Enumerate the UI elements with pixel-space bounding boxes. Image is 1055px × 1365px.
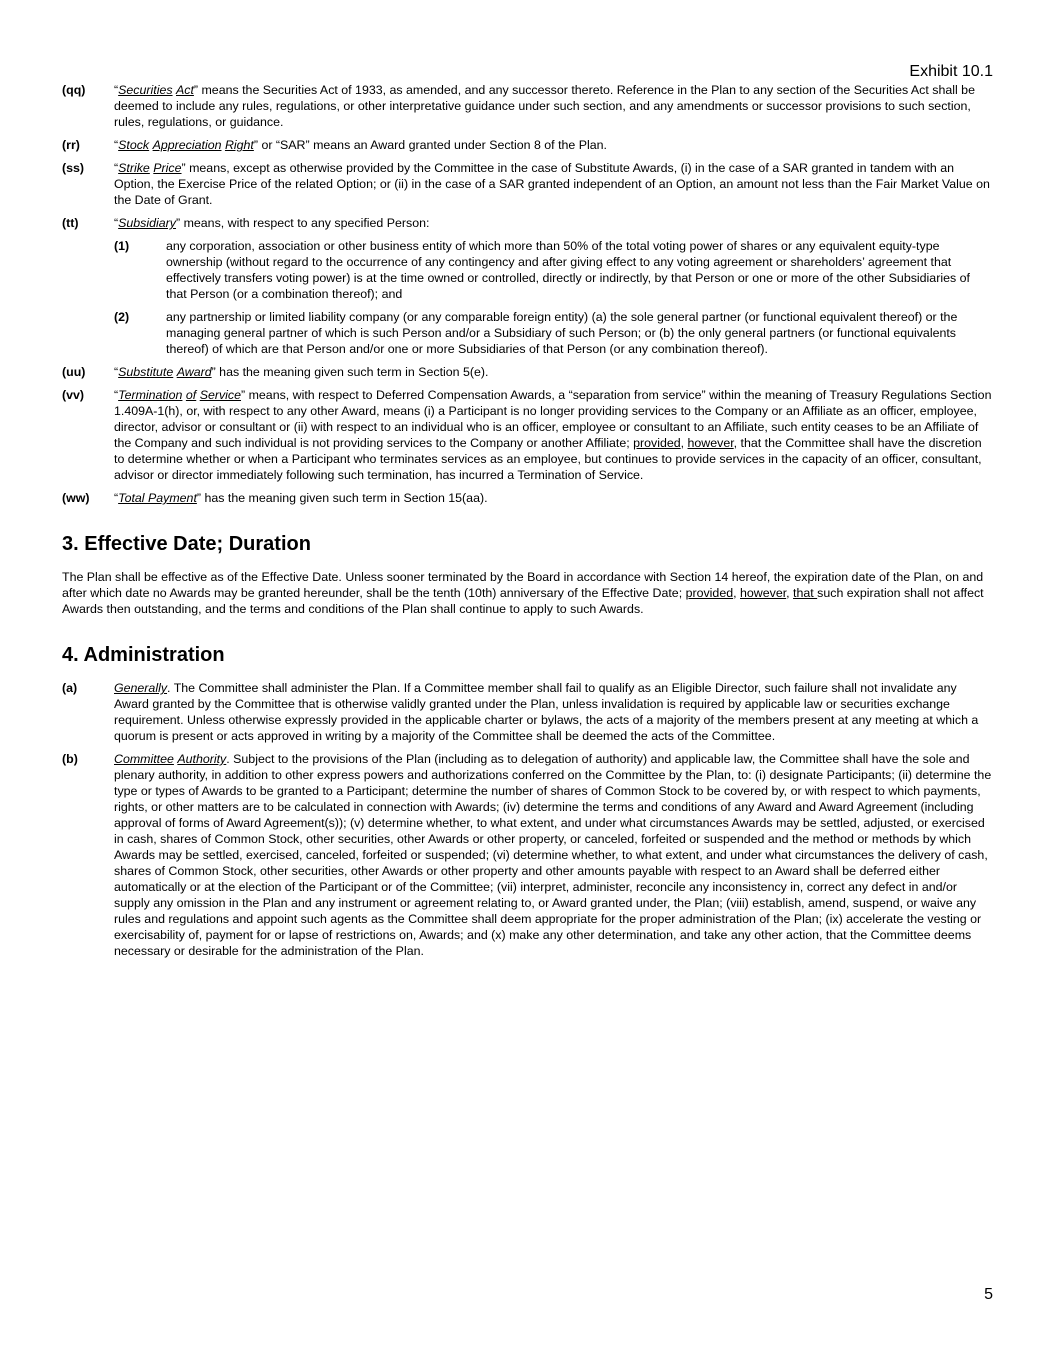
term: Right bbox=[224, 138, 254, 152]
definition-label: (rr) bbox=[62, 138, 80, 152]
page-number: 5 bbox=[984, 1286, 993, 1303]
section-4-item-b bbox=[62, 751, 994, 959]
sub-item-text: any corporation, association or other business entity of which more than 50% of the total voting power of shares or any equivalent equity-type ownership (without regard to the occurrence of any contingency and after giving effect to any voting agreement or shareholders’ agreement that effectively transfers voting power) is at the time owned or controlled, directly or indirectly, by that Person or one or more of the other Subsidiaries of that Person (or a combination thereof); and bbox=[166, 239, 970, 301]
term: Price bbox=[153, 161, 182, 175]
term: Securities bbox=[118, 83, 173, 97]
term: Total Payment bbox=[118, 491, 197, 505]
term: Substitute bbox=[118, 365, 174, 379]
sub-item-2 bbox=[114, 309, 994, 357]
definition-uu bbox=[62, 364, 994, 380]
term: Generally bbox=[114, 681, 168, 695]
definition-text: “Total Payment” has the meaning given such term in Section 15(aa). bbox=[114, 491, 488, 505]
item-text: Committee Authority. Subject to the provisions of the Plan (including as to delegation of authority) and applicable law, the Committee shall have the sole and plenary authority, in addition to other express powers and authorizations conferred on the Committee by the Plan, to: (i) designate Participants; (ii) determine the type or types of Awards to be granted to a Participant; determine the number of shares of Common Stock to be covered by, or with respect to which payments, rights, or other matters are to be calculated in connection with Awards; (iv) determine the terms and conditions of any Award and Award Agreement (including approval of forms of Award Agreement(s)); (v) determine whether, to what extent, and under what circumstances Awards may be settled, adjusted, or exercised in cash, shares of Common Stock, other securities, other Awards or other property, or canceled, forfeited or suspended and the method or methods by which Awards may be settled, exercised, canceled, forfeited or suspended; (vi) determine whether, to what extent, and under what circumstances the delivery of cash, shares of Common Stock, other securities, other Awards or other property and other amounts payable with respect to an Award shall be deferred either automatically or at the election of the Participant or of the Committee; (vii) interpret, administer, reconcile any inconsistency in, correct any defect in and/or supply any omission in the Plan and any instrument or agreement relating to, or Award granted under, the Plan; (viii) establish, amend, suspend, or waive any rules and regulations and appoint such agents as the Committee shall deem appropriate for the proper administration of the Plan; (ix) accelerate the vesting or exercisability of, payment for or lapse of restrictions on, Awards; and (x) make any other determination, and take any other action, that the Committee deems necessary or desirable for the administration of the Plan. bbox=[114, 752, 992, 958]
term: Termination bbox=[118, 388, 183, 402]
term: Service bbox=[199, 388, 242, 402]
term: Appreciation bbox=[152, 138, 222, 152]
term: Act bbox=[176, 83, 194, 97]
term: Authority bbox=[177, 752, 227, 766]
definition-text: “Substitute Award” has the meaning given such term in Section 5(e). bbox=[114, 365, 489, 379]
definition-text: “Stock Appreciation Right” or “SAR” means an Award granted under Section 8 of the Plan. bbox=[114, 138, 607, 152]
exhibit-label: Exhibit 10.1 bbox=[909, 63, 993, 80]
term: Award bbox=[176, 365, 212, 379]
definition-vv bbox=[62, 387, 994, 483]
section-3-paragraph: The Plan shall be effective as of the Effective Date. Unless sooner terminated by the Board in accordance with Section 14 hereof, the expiration date of the Plan, on and after which date no Awards may be granted hereunder, shall be the tenth (10th) anniversary of the Effective Date; provided, however, that such expiration shall not affect Awards then outstanding, and the terms and conditions of the Plan shall continue to apply to such Awards. bbox=[62, 570, 984, 616]
sub-item-1 bbox=[114, 238, 994, 302]
sub-item-label: (1) bbox=[114, 239, 130, 253]
term: of bbox=[185, 388, 197, 402]
definition-ww bbox=[62, 490, 994, 506]
definition-text: “Termination of Service” means, with respect to Deferred Compensation Awards, a “separation from service” within the meaning of Treasury Regulations Section 1.409A-1(h), or, with respect to any other Award, means (i) a Participant is no longer providing services to the Company or an Affiliate as an officer, employee, director, advisor or consultant or (ii) with respect to an individual who is an officer, employee or consultant to an Affiliate, such entity ceases to be an Affiliate of the Company and such individual is not providing services to the Company or another Affiliate; provided, however, that the Committee shall have the discretion to determine whether or when a Participant who terminates services as an employee, but continues to provide services in the capacity of an officer, consultant, advisor or director immediately following such termination, has incurred a Termination of Service. bbox=[114, 388, 992, 482]
section-4-heading: 4. Administration bbox=[62, 644, 225, 666]
definition-qq bbox=[62, 82, 994, 130]
document-body bbox=[62, 82, 994, 966]
section-3-heading: 3. Effective Date; Duration bbox=[62, 533, 311, 555]
term: Subsidiary bbox=[118, 216, 176, 230]
definition-text: “Securities Act” means the Securities Act of 1933, as amended, and any successor thereto. Reference in the Plan to any section of the Securities Act shall be deemed to include any rules, regulations, or other interpretative guidance under such section, and any amendments or successor provisions to such section, rules, regulations, or guidance. bbox=[114, 83, 975, 129]
definition-label: (ww) bbox=[62, 491, 90, 505]
sub-item-text: any partnership or limited liability company (or any comparable foreign entity) (a) the sole general partner (or functional equivalent thereof) or the managing general partner of which is such Person and/or a Subsidiary of such Person; or (b) the only general partners (or functional equivalents thereof) of which are that Person and/or one or more Subsidiaries of that Person (or any combination thereof). bbox=[166, 310, 958, 356]
sub-item-label: (2) bbox=[114, 310, 130, 324]
term: Strike bbox=[118, 161, 150, 175]
section-4-item-a bbox=[62, 680, 994, 744]
definition-tt bbox=[62, 215, 994, 357]
definition-label: (vv) bbox=[62, 388, 85, 402]
definition-label: (ss) bbox=[62, 161, 85, 175]
term: Committee bbox=[114, 752, 174, 766]
term: Stock bbox=[118, 138, 150, 152]
definition-text: “Subsidiary” means, with respect to any specified Person: (1) any corporation, association or other business entity of which more than 50% of the total voting power of shares or any equivalent equity-type ownership (without regard to the occurrence of any contingency and after giving effect to any voting agreement or shareholders’ agreement that effectively transfers voting power) is at the time owned or controlled, directly or indirectly, by that Person or one or more of the other Subsidiaries of that Person (or a combination thereof); and (2) any partnership or limited liability company (or any comparable foreign entity) (a) the sole general partner (or functional equivalent thereof) or the managing general partner of which is such Person and/or a Subsidiary of such Person; or (b) the only general partners (or functional equivalents thereof) of which are that Person and/or one or more Subsidiaries of that Person (or any combination thereof). bbox=[114, 215, 994, 357]
definition-label: (uu) bbox=[62, 365, 86, 379]
definition-ss bbox=[62, 160, 994, 208]
definition-label: (tt) bbox=[62, 216, 79, 230]
item-text: Generally. The Committee shall administer the Plan. If a Committee member shall fail to qualify as an Eligible Director, such failure shall not invalidate any Award granted by the Committee that is otherwise validly granted under the Plan, unless invalidation is required by applicable law or securities exchange requirement. Unless otherwise expressly provided in the applicable charter or bylaws, the acts of a majority of the members present at any meeting at which a quorum is present or acts approved in writing by a majority of the Committee shall be deemed the acts of the Committee. bbox=[114, 681, 979, 743]
item-label: (a) bbox=[62, 681, 78, 695]
definition-text: “Strike Price” means, except as otherwise provided by the Committee in the case of Substitute Awards, (i) in the case of a SAR granted in tandem with an Option, the Exercise Price of the related Option; or (ii) in the case of a SAR granted independent of an Option, an amount not less than the Fair Market Value on the Date of Grant. bbox=[114, 161, 990, 207]
item-label: (b) bbox=[62, 752, 78, 766]
definition-label: (qq) bbox=[62, 83, 86, 97]
definition-rr bbox=[62, 137, 994, 153]
